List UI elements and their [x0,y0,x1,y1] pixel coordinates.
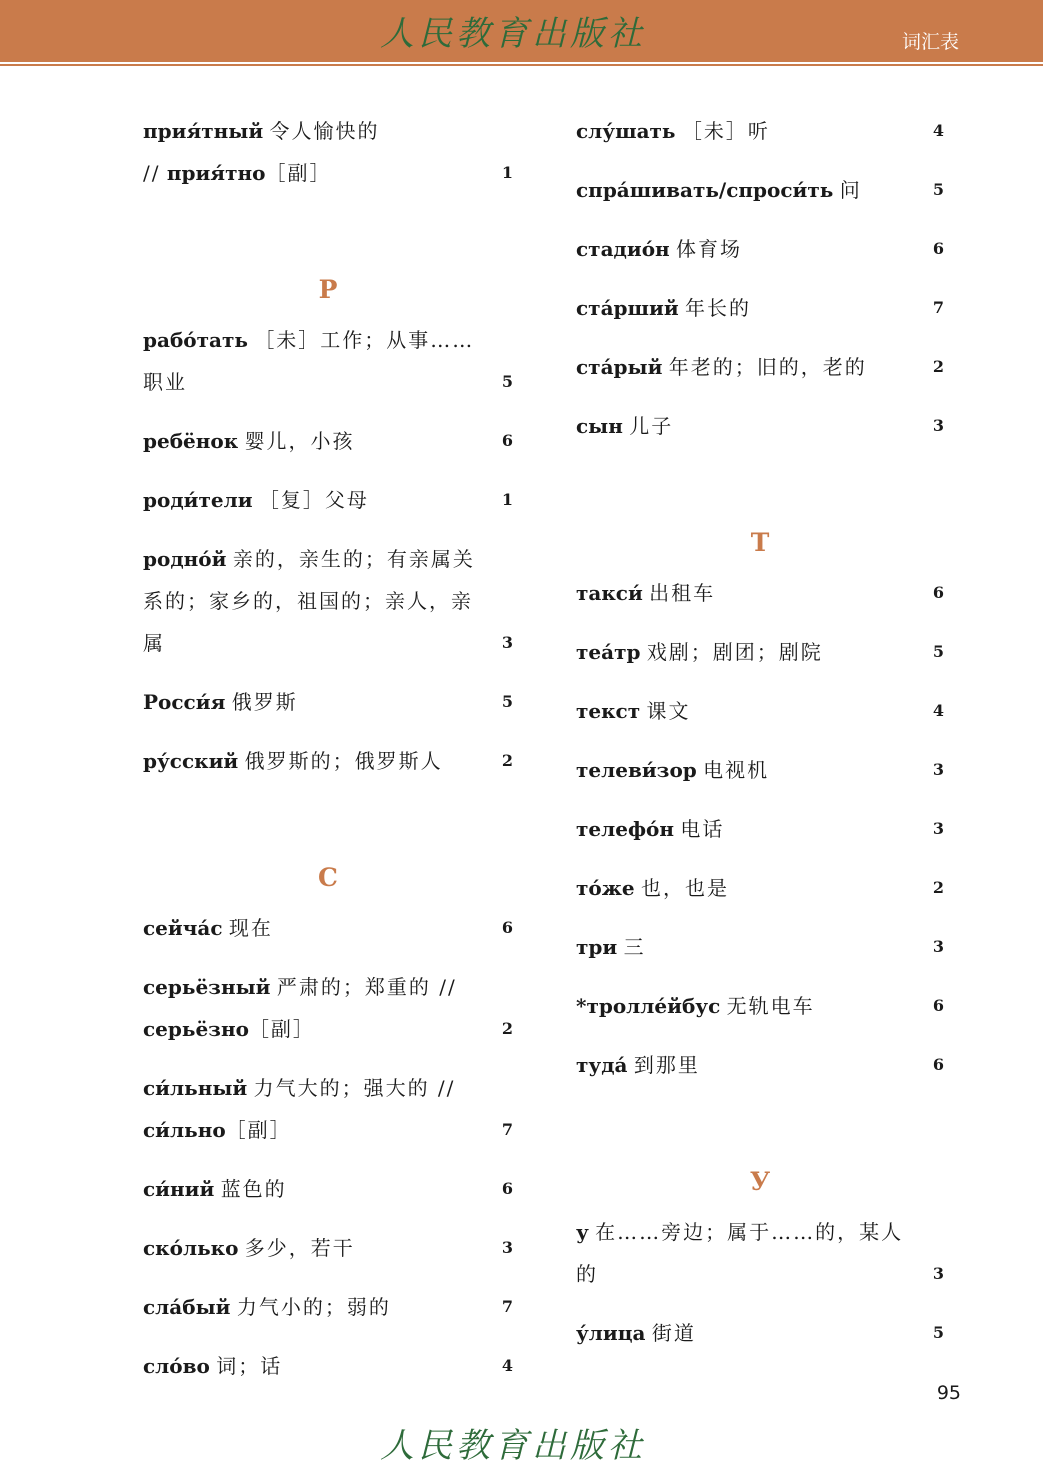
vocab-meaning: 课文 [646,699,691,723]
vocab-entry [576,228,944,270]
vocab-word: три [576,935,618,959]
lesson-number: 5 [932,180,944,199]
vocab-meaning: 三 [623,935,646,959]
vocab-entry [576,110,944,152]
vocab-entry [576,572,944,614]
entries-u [576,1211,944,1354]
vocab-meaning-derived: ［副］ [225,1118,292,1142]
lesson-number: 6 [501,1179,513,1198]
lesson-number: 2 [501,1019,513,1038]
vocab-meaning: 街道 [651,1321,696,1345]
vocab-entry [143,538,513,664]
vocab-entry [143,1067,513,1151]
letter-heading-s: С [318,863,338,892]
vocab-word: ско́лько [143,1236,239,1260]
lesson-number: 4 [932,121,944,140]
vocab-meaning: 俄罗斯 [231,690,298,714]
lesson-number: 4 [932,701,944,720]
vocab-entry [143,479,513,521]
vocab-word: ста́рый [576,355,663,379]
vocab-word: теа́тр [576,640,641,664]
vocab-meaning: ［未］工作；从事……职业 [143,328,475,394]
vocab-entry [143,319,513,403]
section-title: 词汇表 [901,31,959,53]
vocab-word: сейча́с [143,916,223,940]
vocab-entry [143,1168,513,1210]
vocab-word: ребёнок [143,429,239,453]
vocab-meaning: 令人愉快的 [269,119,380,143]
lesson-number: 2 [932,878,944,897]
vocab-word: роди́тели [143,488,253,512]
vocab-meaning: 亲的，亲生的；有亲属关系的；家乡的，祖国的；亲人，亲属 [143,547,475,655]
lesson-number: 1 [501,490,513,509]
vocab-entry [143,1345,513,1387]
vocab-meaning: 出租车 [649,581,716,605]
vocab-meaning: 戏剧；剧团；剧院 [646,640,823,664]
vocab-word: прия́тный [143,119,264,143]
vocab-word: сло́во [143,1354,210,1378]
vocab-meaning: 俄罗斯的；俄罗斯人 [244,749,443,773]
lesson-number: 2 [932,357,944,376]
lesson-number: 3 [932,1264,944,1283]
lesson-number: 6 [932,583,944,602]
lesson-number: 6 [932,996,944,1015]
vocabulary-column-left [143,110,513,1387]
lesson-number: 3 [932,416,944,435]
lesson-number: 3 [501,633,513,652]
vocab-word: спра́шивать/спроси́ть [576,178,834,202]
vocab-meaning: 词；话 [216,1354,283,1378]
vocab-meaning: 问 [839,178,862,202]
entries-p [143,319,513,782]
vocab-entry [576,169,944,211]
entries-s [143,907,513,1387]
vocab-word: туда́ [576,1053,628,1077]
letter-heading-p: Р [318,275,338,304]
vocab-meaning: 现在 [228,916,273,940]
vocab-word: си́льный [143,1076,248,1100]
vocab-meaning: 力气小的；弱的 [236,1295,391,1319]
vocab-meaning: 到那里 [633,1053,700,1077]
letter-heading-t: Т [750,528,770,557]
lesson-number: 6 [501,431,513,450]
vocab-entry [576,1211,944,1295]
lesson-number: 4 [501,1356,513,1375]
vocab-meaning: 力气大的；强大的 // [253,1076,456,1100]
vocab-word: родно́й [143,547,227,571]
vocab-entry [143,1286,513,1328]
lesson-number: 6 [932,239,944,258]
vocab-entry [143,1227,513,1269]
vocab-meaning-derived: ［副］ [265,161,332,185]
vocab-meaning: 多少，若干 [244,1236,355,1260]
vocab-meaning-derived: ［副］ [248,1017,315,1041]
lesson-number: 5 [932,642,944,661]
vocab-meaning: 无轨电车 [726,994,815,1018]
lesson-number: 3 [932,760,944,779]
vocab-meaning: 也，也是 [641,876,730,900]
vocab-entry [576,749,944,791]
lesson-number: 6 [501,918,513,937]
vocab-meaning: ［复］父母 [258,488,369,512]
vocab-word: ру́сский [143,749,239,773]
vocab-entry [576,287,944,329]
vocab-entry [143,681,513,723]
vocab-word: сла́бый [143,1295,231,1319]
vocab-word-derived: серьёзно [143,1017,249,1041]
vocab-meaning: 严肃的；郑重的 // [276,975,457,999]
vocab-meaning: ［未］听 [681,119,770,143]
vocab-word: у [576,1220,589,1244]
vocab-word: такси́ [576,581,643,605]
vocab-meaning: 婴儿，小孩 [244,429,355,453]
vocab-meaning: 电话 [680,817,725,841]
vocab-word: рабо́тать [143,328,248,352]
vocab-word: серьёзный [143,975,271,999]
publisher-logo: 人民教育出版社 [380,14,646,54]
lesson-number: 6 [932,1055,944,1074]
vocab-separator: // [143,161,161,185]
vocab-entry [576,690,944,732]
vocab-entry [576,405,944,447]
footer-publisher-logo: 人民教育出版社 [380,1426,646,1466]
vocab-entry [576,1044,944,1086]
entries-t [576,572,944,1086]
vocab-meaning: 年老的；旧的，老的 [668,355,867,379]
lesson-number: 3 [932,819,944,838]
page-header [0,0,1043,62]
vocab-word: текст [576,699,641,723]
vocab-word-derived: прия́тно [166,161,266,185]
vocab-entry [143,966,513,1050]
vocab-entry [576,631,944,673]
vocab-word: стадио́н [576,237,670,261]
vocab-entry [576,1312,944,1354]
vocab-word: Росси́я [143,690,226,714]
vocab-word: *тролле́йбус [576,994,721,1018]
vocab-entry [143,740,513,782]
lesson-number: 5 [501,372,513,391]
vocab-entry [143,420,513,462]
vocab-meaning: 体育场 [676,237,743,261]
vocab-word-derived: си́льно [143,1118,226,1142]
vocab-word: телеви́зор [576,758,697,782]
lesson-number: 2 [501,751,513,770]
lesson-number: 7 [501,1120,513,1139]
vocab-entry [576,346,944,388]
header-divider [0,64,1043,66]
entries-s-continued [576,110,944,447]
lesson-number: 7 [932,298,944,317]
vocab-word: то́же [576,876,635,900]
vocab-word: слу́шать [576,119,676,143]
lesson-number: 5 [501,692,513,711]
lesson-number: 7 [501,1297,513,1316]
lesson-number: 1 [501,163,513,182]
vocab-meaning: 年长的 [685,296,752,320]
vocab-meaning: 儿子 [629,414,674,438]
vocab-entry [576,985,944,1027]
vocab-word: си́ний [143,1177,215,1201]
vocab-meaning: 在……旁边；属于……的，某人的 [576,1220,904,1286]
lesson-number: 3 [501,1238,513,1257]
vocab-word: телефо́н [576,817,674,841]
vocab-entry [576,808,944,850]
vocab-entry [576,926,944,968]
vocab-meaning: 蓝色的 [220,1177,287,1201]
vocab-entry [143,907,513,949]
vocab-entry [576,867,944,909]
vocabulary-column-right [576,110,944,1354]
vocab-meaning: 电视机 [703,758,770,782]
lesson-number: 5 [932,1323,944,1342]
vocab-word: ста́рший [576,296,679,320]
vocab-word: сын [576,414,623,438]
vocab-word: у́лица [576,1321,646,1345]
lesson-number: 3 [932,937,944,956]
vocab-entry [143,110,513,194]
letter-heading-u: У [749,1167,771,1196]
page-number: 95 [936,1382,961,1404]
